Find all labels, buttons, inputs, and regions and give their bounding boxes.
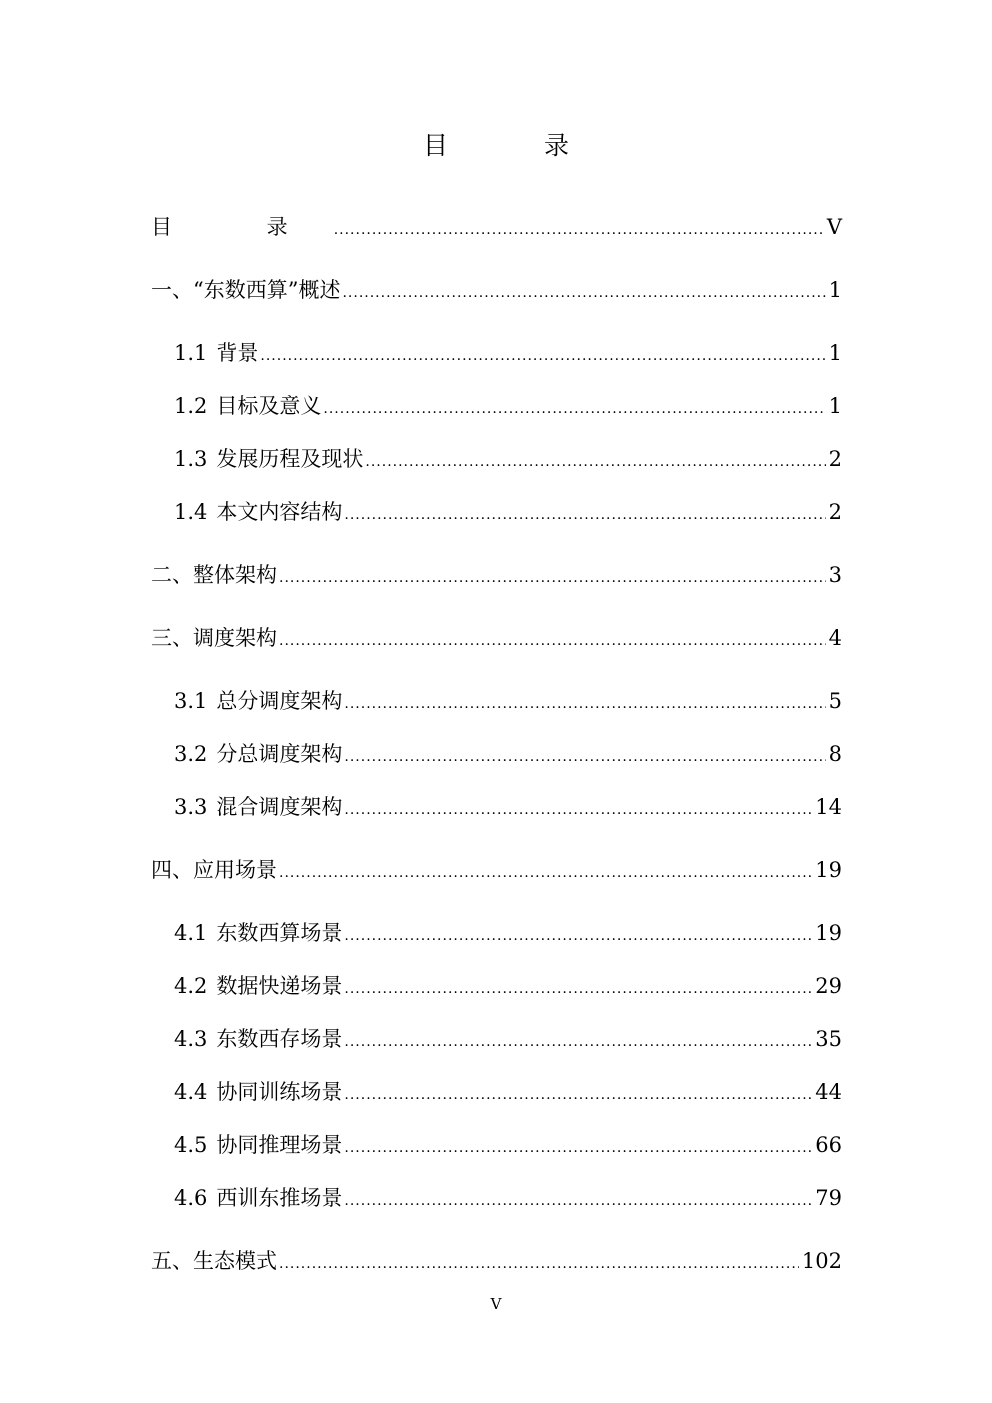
toc-entry-label xyxy=(174,1077,342,1107)
toc-entry-label xyxy=(174,1183,342,1213)
dot-leader xyxy=(279,563,826,593)
toc-entry-text: 目 录 xyxy=(151,215,332,239)
toc-entry-text: 目标及意义 xyxy=(216,394,322,418)
toc-entry-label xyxy=(151,855,277,885)
toc-entry-number: 4.5 xyxy=(174,1133,208,1157)
toc-entry-label xyxy=(151,560,277,590)
page-number: V xyxy=(490,1295,502,1313)
toc-entry-text: 发展历程及现状 xyxy=(216,447,364,471)
dot-leader xyxy=(334,215,824,245)
toc-entry-label xyxy=(174,918,342,948)
toc-entry[interactable] xyxy=(174,1077,842,1107)
toc-entry-page: 2 xyxy=(828,447,842,471)
toc-entry-number: 4.6 xyxy=(174,1186,208,1210)
toc-entry-label xyxy=(174,971,342,1001)
toc-entry-number: 4.3 xyxy=(174,1027,208,1051)
toc-entry-page: 5 xyxy=(828,689,842,713)
toc-entry-label xyxy=(174,739,342,769)
toc-entry-label xyxy=(174,1024,342,1054)
dot-leader xyxy=(260,341,825,371)
toc-entry-page: 19 xyxy=(815,921,842,945)
dot-leader xyxy=(344,1133,812,1163)
toc-entry-page: 44 xyxy=(815,1080,842,1104)
toc-entry-page: 1 xyxy=(828,278,842,302)
toc-entry-page: 2 xyxy=(828,500,842,524)
toc-entry-number: 3.3 xyxy=(174,795,208,819)
toc-entry-text: 四、应用场景 xyxy=(151,858,277,882)
toc-entry[interactable] xyxy=(151,623,842,653)
toc-entry[interactable] xyxy=(174,1183,842,1213)
toc-entry-text: 五、生态模式 xyxy=(151,1249,277,1273)
dot-leader xyxy=(344,689,825,719)
toc-entry-page: 66 xyxy=(815,1133,842,1157)
toc-entry-number: 1.3 xyxy=(174,447,208,471)
toc-entry[interactable] xyxy=(174,338,842,368)
dot-leader xyxy=(344,921,812,951)
toc-entry-text: 协同训练场景 xyxy=(216,1080,343,1104)
dot-leader xyxy=(344,742,825,772)
toc-entry[interactable] xyxy=(151,275,842,305)
toc-entry-number: 1.4 xyxy=(174,500,208,524)
toc-entry-label xyxy=(174,792,342,822)
dot-leader xyxy=(342,278,825,308)
toc-entry[interactable] xyxy=(174,686,842,716)
toc-entry-label xyxy=(151,275,340,305)
toc-entry-number: 3.1 xyxy=(174,689,208,713)
toc-entry[interactable] xyxy=(174,391,842,421)
dot-leader xyxy=(323,394,825,424)
toc-entry-page: 3 xyxy=(828,563,842,587)
toc-entry-label xyxy=(174,391,321,421)
dot-leader xyxy=(279,626,826,656)
page-title: 目 录 xyxy=(423,131,613,160)
toc-entry-page: 102 xyxy=(801,1249,842,1273)
toc-entry-label xyxy=(174,338,258,368)
toc-entry-text: 东数西存场景 xyxy=(216,1027,343,1051)
dot-leader xyxy=(344,795,812,825)
toc-entry-number: 3.2 xyxy=(174,742,208,766)
toc-entry-page: 19 xyxy=(815,858,842,882)
dot-leader xyxy=(279,858,812,888)
dot-leader xyxy=(344,1080,812,1110)
toc-entry-text: 数据快递场景 xyxy=(216,974,343,998)
dot-leader xyxy=(344,500,825,530)
dot-leader xyxy=(344,974,812,1004)
toc-entry[interactable] xyxy=(151,212,842,242)
toc-entry-label xyxy=(151,623,277,653)
dot-leader xyxy=(344,1027,812,1057)
toc-entry-number: 1.1 xyxy=(174,341,208,365)
toc-entry-page: 4 xyxy=(828,626,842,650)
toc-entry[interactable] xyxy=(174,1130,842,1160)
toc-entry-number: 4.2 xyxy=(174,974,208,998)
toc-entry[interactable] xyxy=(174,918,842,948)
toc-entry-page: 79 xyxy=(815,1186,842,1210)
toc-entry-text: 混合调度架构 xyxy=(216,795,343,819)
dot-leader xyxy=(344,1186,812,1216)
toc-entry-label xyxy=(174,686,342,716)
toc-entry-label xyxy=(174,444,363,474)
toc-entry-number: 1.2 xyxy=(174,394,208,418)
toc-entry-page: 14 xyxy=(815,795,842,819)
toc-entry-text: 一、“东数西算”概述 xyxy=(151,278,341,302)
toc-entry-label xyxy=(151,1246,277,1276)
toc-entry[interactable] xyxy=(174,739,842,769)
toc-entry-page: 1 xyxy=(828,394,842,418)
toc-entry-text: 总分调度架构 xyxy=(216,689,343,713)
toc-entry[interactable] xyxy=(151,1246,842,1276)
dot-leader xyxy=(365,447,825,477)
toc-entry-label xyxy=(151,212,332,242)
toc-entry-number: 4.4 xyxy=(174,1080,208,1104)
toc-entry-text: 三、调度架构 xyxy=(151,626,277,650)
toc-entry-text: 背景 xyxy=(216,341,259,365)
toc-entry[interactable] xyxy=(174,497,842,527)
toc-entry-page: 35 xyxy=(815,1027,842,1051)
toc-entry[interactable] xyxy=(174,971,842,1001)
toc-entry-page: 29 xyxy=(815,974,842,998)
toc-entry-label xyxy=(174,497,342,527)
toc-entry[interactable] xyxy=(174,444,842,474)
toc-entry[interactable] xyxy=(174,792,842,822)
toc-entry-number: 4.1 xyxy=(174,921,208,945)
toc-entry-text: 协同推理场景 xyxy=(216,1133,343,1157)
toc-entry-page: 8 xyxy=(828,742,842,766)
dot-leader xyxy=(279,1249,799,1279)
toc-entry-text: 二、整体架构 xyxy=(151,563,277,587)
toc-entry-page: 1 xyxy=(828,341,842,365)
toc-entry-label xyxy=(174,1130,342,1160)
toc-entry[interactable] xyxy=(151,560,842,590)
toc-entry-text: 东数西算场景 xyxy=(216,921,343,945)
toc-entry-text: 分总调度架构 xyxy=(216,742,343,766)
toc-entry[interactable] xyxy=(174,1024,842,1054)
toc-entry-text: 西训东推场景 xyxy=(216,1186,343,1210)
toc-entry[interactable] xyxy=(151,855,842,885)
toc-entry-page: V xyxy=(826,215,842,239)
toc-entry-text: 本文内容结构 xyxy=(216,500,343,524)
